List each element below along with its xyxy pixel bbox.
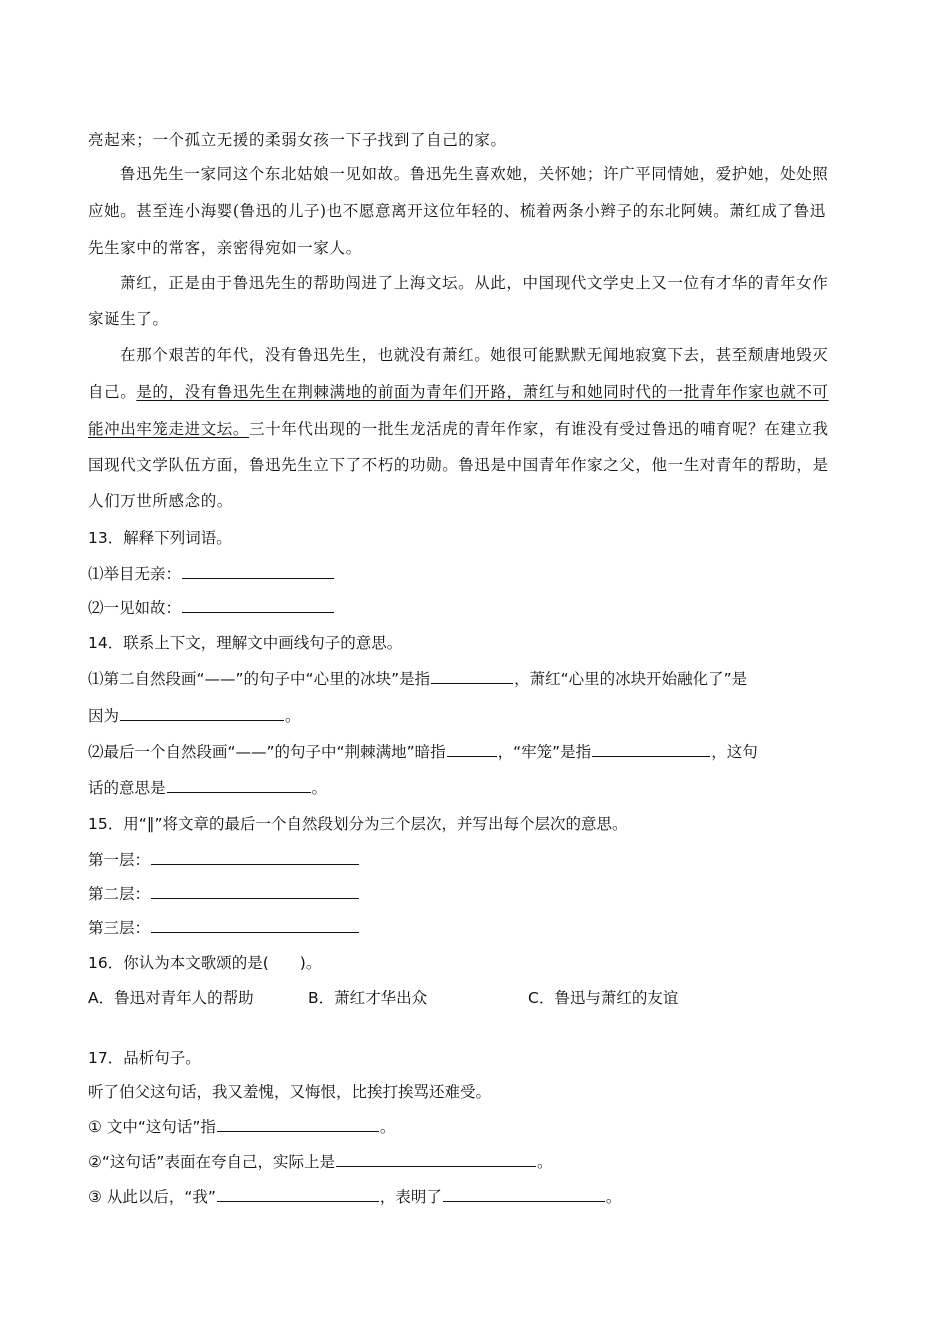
question-15-layer-1 <box>88 850 860 870</box>
item-text: ②“这句话”表面在夸自己，实际上是 <box>88 1153 335 1171</box>
question-16-stem: 16．你认为本文歌颂的是( )。 <box>88 954 322 972</box>
question-16-options <box>88 988 860 1008</box>
question-17-stem: 17．品析句子。 <box>88 1049 201 1067</box>
item-text: ③ 从此以后，“我” <box>88 1188 216 1206</box>
item-text: ，“牢笼”是指 <box>497 743 592 761</box>
answer-blank[interactable] <box>120 706 284 721</box>
item-text: ，表明了 <box>379 1188 442 1206</box>
question-14-item-2-cont <box>88 778 860 798</box>
passage-text: 三十年代出现的一批生龙活虎的青年作家，有谁没有受过鲁迅的哺育呢？在建立我 <box>249 420 829 438</box>
item-text: 。 <box>285 707 301 725</box>
passage-line: 在那个艰苦的年代，没有鲁迅先生，也就没有萧红。她很可能默默无闻地寂寞下去，甚至颓唐地毁灭 <box>120 346 829 364</box>
question-14-item-1 <box>88 669 860 689</box>
question-15-stem: 15．用“∥”将文章的最后一个自然段划分为三个层次，并写出每个层次的意思。 <box>88 815 628 833</box>
question-17-item-3 <box>88 1187 860 1207</box>
item-text: ⑴第二自然段画“——”的句子中“心里的冰块”是指 <box>88 670 431 688</box>
question-17-item-1 <box>88 1117 860 1137</box>
question-15-layer-2 <box>88 884 860 904</box>
passage-line: 萧红，正是由于鲁迅先生的帮助闯进了上海文坛。从此，中国现代文学史上又一位有才华的青年女作 <box>120 274 829 292</box>
option-b[interactable]: B．萧红才华出众 <box>308 989 428 1007</box>
answer-blank[interactable] <box>443 1187 605 1202</box>
question-13-stem: 13．解释下列词语。 <box>88 529 232 547</box>
item-label: ⑵一见如故： <box>88 599 182 617</box>
question-17-sentence: 听了伯父这句话，我又羞愧，又悔恨，比挨打挨骂还难受。 <box>88 1083 492 1101</box>
passage-line: 先生家中的常客，亲密得宛如一家人。 <box>88 239 362 257</box>
question-13-item-2 <box>88 598 860 618</box>
passage-line: 家诞生了。 <box>88 310 169 328</box>
item-text: 。 <box>536 1153 553 1171</box>
answer-blank[interactable] <box>336 1152 536 1167</box>
answer-blank[interactable] <box>431 669 513 684</box>
option-c[interactable]: C．鲁迅与萧红的友谊 <box>528 989 679 1007</box>
answer-blank[interactable] <box>151 884 359 899</box>
item-text: 话的意思是 <box>88 779 166 797</box>
item-label: 第一层： <box>88 851 151 869</box>
answer-blank[interactable] <box>447 742 497 757</box>
underlined-sentence: 能冲出牢笼走进文坛。 <box>88 420 250 438</box>
question-17-item-2 <box>88 1152 860 1172</box>
question-14-item-2 <box>88 742 860 762</box>
answer-blank[interactable] <box>151 918 359 933</box>
item-text: 。 <box>379 1118 396 1136</box>
item-text: 。 <box>311 779 328 797</box>
answer-blank[interactable] <box>592 742 710 757</box>
answer-blank[interactable] <box>151 850 359 865</box>
question-15-layer-3 <box>88 918 860 938</box>
passage-line: 应她。甚至连小海婴(鲁迅的儿子)也不愿意离开这位年轻的、梳着两条小辫子的东北阿姨。萧红成了鲁迅 <box>88 202 826 220</box>
item-text: ⑵最后一个自然段画“——”的句子中“荆棘满地”暗指 <box>88 743 446 761</box>
passage-line: 国现代文学队伍方面，鲁迅先生立下了不朽的功勋。鲁迅是中国青年作家之父，他一生对青年的帮助，是 <box>88 456 829 474</box>
passage-line: 人们万世所感念的。 <box>88 492 233 510</box>
question-14-item-1-cont <box>88 706 860 726</box>
passage-line <box>88 419 860 439</box>
passage-line <box>88 382 860 402</box>
item-text: 因为 <box>88 707 120 725</box>
item-text: ① 文中“这句话”指 <box>88 1118 216 1136</box>
passage-line: 鲁迅先生一家同这个东北姑娘一见如故。鲁迅先生喜欢她，关怀她；许广平同情她，爱护她，处处照 <box>120 165 829 183</box>
item-text: ，这句 <box>711 743 758 761</box>
answer-blank[interactable] <box>217 1117 379 1132</box>
answer-blank[interactable] <box>182 598 334 613</box>
item-label: ⑴举目无亲： <box>88 565 182 583</box>
item-label: 第三层： <box>88 919 151 937</box>
question-13-item-1 <box>88 564 860 584</box>
item-text: 。 <box>605 1188 622 1206</box>
answer-blank[interactable] <box>182 564 334 579</box>
passage-line: 亮起来；一个孤立无援的柔弱女孩一下子找到了自己的家。 <box>88 131 507 149</box>
passage-text: 自己。 <box>88 383 137 401</box>
underlined-sentence: 是的，没有鲁迅先生在荆棘满地的前面为青年们开路，萧红与和她同时代的一批青年作家也就不可 <box>136 383 829 401</box>
item-text: ，萧红“心里的冰块开始融化了”是 <box>514 670 748 688</box>
question-14-stem: 14．联系上下文，理解文中画线句子的意思。 <box>88 634 403 652</box>
answer-blank[interactable] <box>217 1187 379 1202</box>
item-label: 第二层： <box>88 885 151 903</box>
answer-blank[interactable] <box>167 778 311 793</box>
option-a[interactable]: A．鲁迅对青年人的帮助 <box>88 989 254 1007</box>
